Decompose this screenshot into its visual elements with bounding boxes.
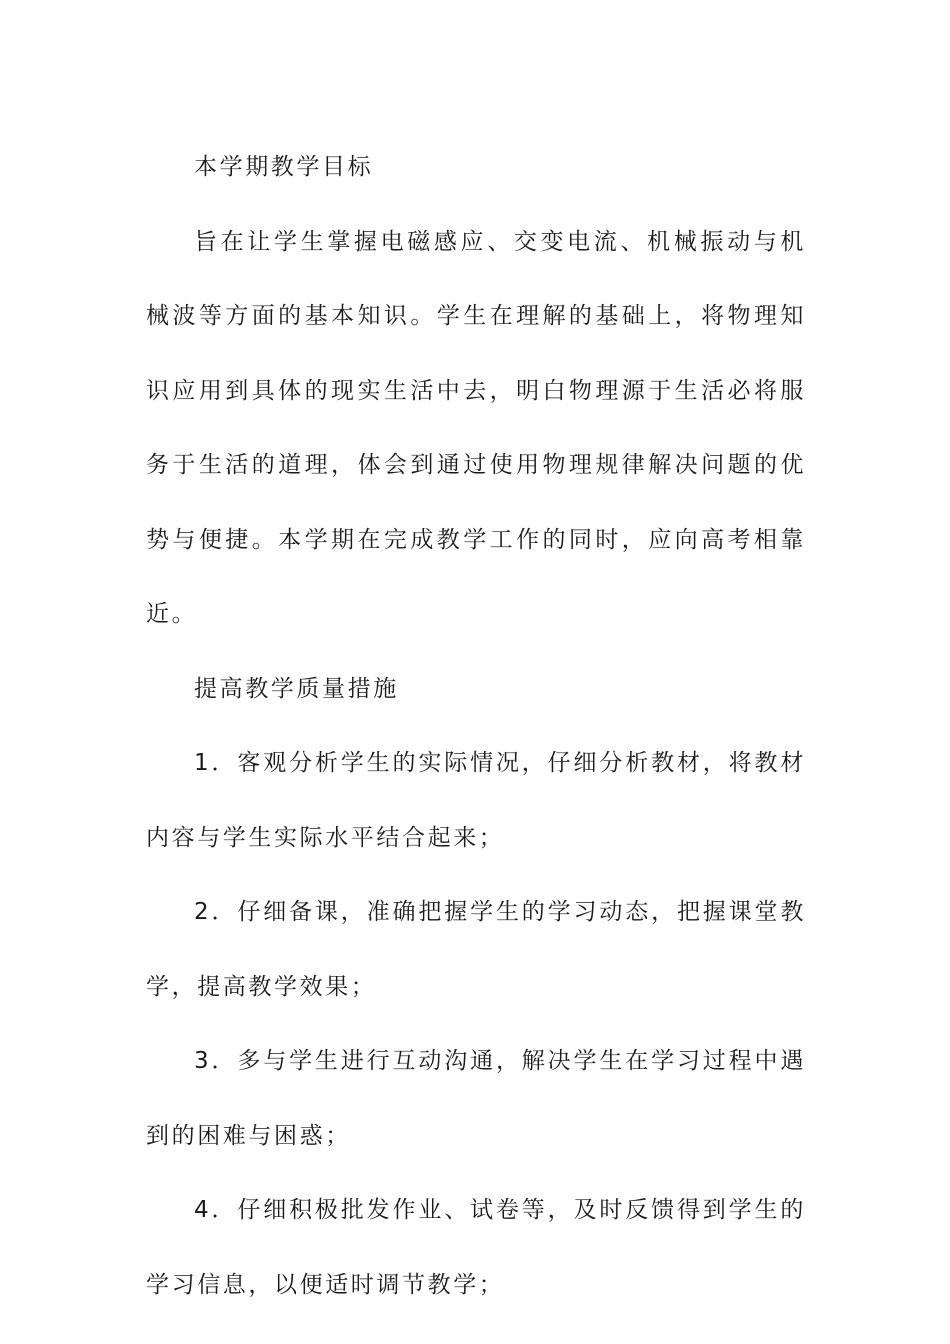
measure-item-1: 1．客观分析学生的实际情况，仔细分析教材，将教材内容与学生实际水平结合起来； — [146, 750, 806, 851]
measure-item-2: 2．仔细备课，准确把握学生的学习动态，把握课堂教学，提高教学效果； — [146, 899, 806, 1000]
teaching-goals-paragraph: 旨在让学生掌握电磁感应、交变电流、机械振动与机械波等方面的基本知识。学生在理解的基础上，将物理知识应用到具体的现实生活中去，明白物理源于生活必将服务于生活的道理，体会到通过使用物理规律解决问题的优势与便捷。本学期在完成教学工作的同时，应向高考相靠近。 — [146, 228, 806, 627]
document-body — [146, 130, 806, 1322]
measure-item-3: 3．多与学生进行互动沟通，解决学生在学习过程中遇到的困难与困惑； — [146, 1048, 806, 1149]
section-heading-quality-measures: 提高教学质量措施 — [194, 675, 399, 702]
section-heading-teaching-goals: 本学期教学目标 — [194, 154, 374, 180]
measure-item-4: 4．仔细积极批发作业、试卷等，及时反馈得到学生的学习信息，以便适时调节教学； — [146, 1197, 806, 1298]
